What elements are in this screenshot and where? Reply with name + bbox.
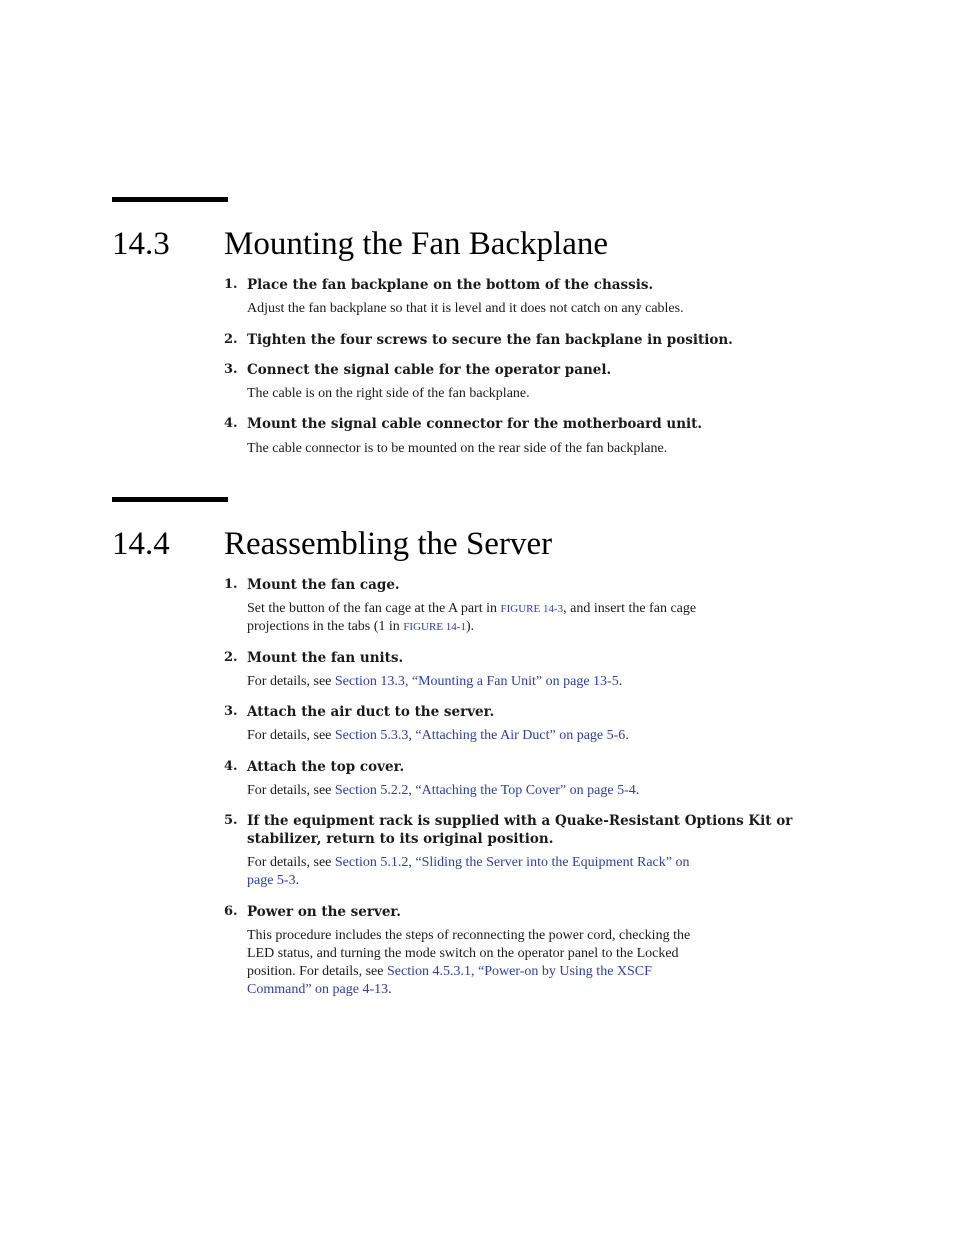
step-number: 2. xyxy=(224,650,238,665)
step-body-text: . xyxy=(618,674,623,689)
section-link[interactable]: Section 5.1.2, “Sliding the Server into the Equipment Rack” on xyxy=(334,855,690,870)
step-title: Attach the top cover. xyxy=(247,759,405,775)
step-title-line: If the equipment rack is supplied with a Quake-Resistant Options Kit or xyxy=(247,813,793,829)
step-body-text: For details, see xyxy=(247,855,335,870)
step-title-line: stabilizer, return to its original position. xyxy=(247,831,554,847)
section-link[interactable]: Section 5.3.3, “Attaching the Air Duct” on page 5-6 xyxy=(334,728,626,743)
step-body-text: projections in the tabs (1 in xyxy=(247,619,404,634)
step-body-text: The cable is on the right side of the fan backplane. xyxy=(247,386,530,401)
step-number: 6. xyxy=(224,904,238,919)
step-body xyxy=(247,600,795,636)
figure-link-number: 14-3 xyxy=(540,603,564,615)
section-link[interactable]: Command” on page 4-13 xyxy=(247,982,389,997)
section-rule xyxy=(112,197,228,202)
step-title: Attach the air duct to the server. xyxy=(247,704,495,720)
step-body-text: For details, see xyxy=(247,728,335,743)
step-title: Connect the signal cable for the operator panel. xyxy=(247,362,612,378)
step-body xyxy=(247,782,795,800)
step-body-text: LED status, and turning the mode switch on the operator panel to the Locked xyxy=(247,946,679,961)
section-number: 14.3 xyxy=(112,226,170,262)
step-body-text: The cable connector is to be mounted on the rear side of the fan backplane. xyxy=(247,441,668,456)
section-title: Mounting the Fan Backplane xyxy=(224,226,609,262)
step-body xyxy=(247,727,795,745)
step-body-text: ). xyxy=(465,619,475,634)
step-body-text: . xyxy=(625,728,629,743)
step-body-text: Adjust the fan backplane so that it is level and it does not catch on any cables. xyxy=(247,301,684,316)
figure-link-prefix: FIGURE xyxy=(500,603,541,615)
step-number: 2. xyxy=(224,332,238,347)
step-title: Mount the fan cage. xyxy=(247,577,400,593)
step-body-text: . xyxy=(635,783,640,798)
figure-link-prefix: FIGURE xyxy=(403,621,444,633)
step-body-text: For details, see xyxy=(247,783,335,798)
step-number: 1. xyxy=(224,577,238,592)
step-body xyxy=(247,440,795,458)
step-number: 5. xyxy=(224,813,238,828)
step-body-text: , and insert the fan cage xyxy=(563,601,697,616)
step-title: Tighten the four screws to secure the fan backplane in position. xyxy=(247,332,733,348)
step-body-text: For details, see xyxy=(247,674,335,689)
step-body-text: This procedure includes the steps of reconnecting the power cord, checking the xyxy=(247,928,691,943)
step-body xyxy=(247,673,795,691)
step-body-text: Set the button of the fan cage at the A part in xyxy=(247,601,501,616)
step-number: 3. xyxy=(224,704,238,719)
step-body-text: . xyxy=(388,982,392,997)
section-title: Reassembling the Server xyxy=(224,526,553,562)
section-link[interactable]: Section 4.5.3.1, “Power-on by Using the XSCF xyxy=(387,964,652,979)
section-link[interactable]: page 5-3 xyxy=(247,873,296,888)
step-title: Power on the server. xyxy=(247,904,401,920)
section-link[interactable]: Section 13.3, “Mounting a Fan Unit” on page 13-5 xyxy=(334,674,619,689)
step-body xyxy=(247,300,795,318)
section-link[interactable]: Section 5.2.2, “Attaching the Top Cover” on page 5-4 xyxy=(334,783,636,798)
step-body-text: . xyxy=(295,873,300,888)
step-title: Place the fan backplane on the bottom of the chassis. xyxy=(247,277,654,293)
section-rule xyxy=(112,497,228,502)
step-body xyxy=(247,854,795,890)
step-title xyxy=(247,812,792,848)
figure-link[interactable] xyxy=(403,619,466,634)
figure-link-number: 14-1 xyxy=(443,621,466,633)
step-body xyxy=(247,385,795,403)
step-number: 4. xyxy=(224,759,238,774)
step-body xyxy=(247,927,795,999)
step-number: 1. xyxy=(224,277,238,292)
figure-link[interactable] xyxy=(500,601,563,616)
section-number: 14.4 xyxy=(112,526,170,562)
step-number: 4. xyxy=(224,416,238,431)
step-title: Mount the fan units. xyxy=(247,650,404,666)
step-title: Mount the signal cable connector for the motherboard unit. xyxy=(247,416,703,432)
step-body-text: position. For details, see xyxy=(247,964,387,979)
step-number: 3. xyxy=(224,362,238,377)
